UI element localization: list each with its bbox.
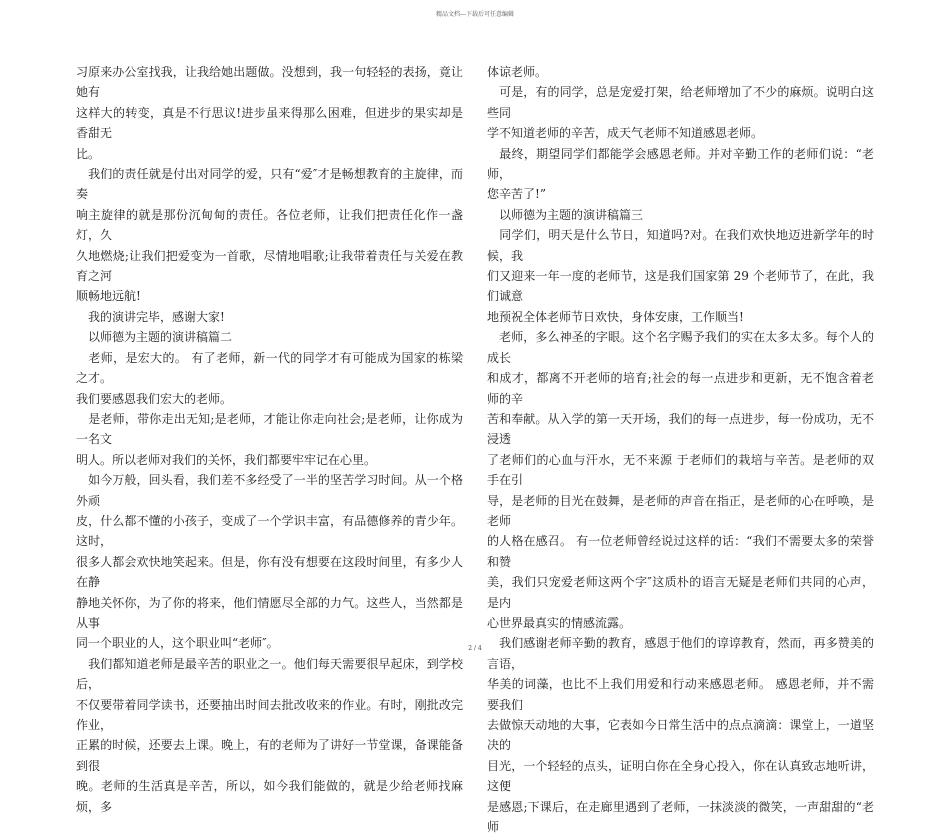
text-line: 同一个职业的人，这个职业叫“老师″。: [76, 636, 279, 651]
text-line: 我们的责任就是付出对同学的爱，只有“爱″才是畅想教育的主旋律，而奏: [76, 167, 463, 202]
text-line: 和成才，都离不开老师的培育;社会的每一点进步和更新，无不饱含着老师的辛: [487, 371, 874, 406]
text-line: 明人。所以老师对我们的关怀，我们都要牢牢记在心里。: [76, 452, 377, 467]
text-line: 是老师，带你走出无知;是老师，才能让你走向社会;是老师，让你成为一名文: [76, 411, 463, 447]
text-line: 了老师们的心血与汗水，无不来源 于老师们的栽培与辛苦。是老师的双手在引: [487, 452, 874, 488]
text-line: 去做惊天动地的大事，它表如今日常生活中的点点滴滴：课堂上，一道坚决的: [487, 718, 874, 753]
text-line: 很多人都会欢快地笑起来。但是，你有没有想要在这段时间里，有多少人在静: [76, 554, 463, 590]
text-line: 地预祝全体老师节日欢快，身体安康，工作顺当!: [487, 309, 744, 324]
text-line: 我的演讲完毕，感谢大家!: [76, 309, 225, 324]
text-line: 顺畅地远航!: [76, 289, 141, 304]
text-line: 皮，什么都不懂的小孩子，变成了一个学识丰富，有品德修养的青少年。这时，: [76, 513, 463, 549]
text-line: 响主旋律的就是那份沉甸甸的责任。各位老师，让我们把责任化作一盏灯，久: [76, 207, 463, 243]
text-line: 晚。老师的生活真是辛苦，所以，如今我们能做的，就是少给老师找麻烦，多: [76, 779, 463, 814]
left-column: [76, 62, 463, 817]
text-line: 苦和奉献。从入学的第一天开场，我们的每一点进步，每一份成功，无不浸透: [487, 411, 874, 447]
text-line: 久地燃烧;让我们把爱变为一首歌，尽情地唱歌;让我带着责任与关爱在教育之河: [76, 248, 463, 284]
text-line: 最终，期望同学们都能学会感恩老师。并对辛勤工作的老师们说：“老师，: [487, 146, 874, 182]
text-line: 比。: [76, 146, 101, 161]
text-line: 不仅要带着同学读书，还要抽出时间去批改收来的作业。有时，刚批改完作业，: [76, 697, 463, 732]
text-line: 静地关怀你，为了你的将来，他们情愿尽全部的力气。这些人，当然都是从事: [76, 595, 463, 630]
right-column: [487, 62, 874, 837]
text-line: 学不知道老师的辛苦，成天气老师不知道感恩老师。: [487, 126, 764, 141]
text-line: 习原来办公室找我，让我给她出题做。没想到，我一句轻轻的表扬，竟让她有: [76, 65, 463, 100]
text-line: 心世界最真实的情感流露。: [487, 615, 632, 630]
page-header: 精品文档---下载后可任意编辑: [435, 11, 515, 18]
text-line: 这样大的转变，真是不行思议!进步虽来得那么困难，但进步的果实却是香甜无: [76, 105, 463, 141]
text-line: 我们感谢老师辛勤的教育，感恩于他们的谆谆教育，然而，再多赞美的言语，: [487, 636, 874, 671]
text-line: 的人格在感召。 有一位老师曾经说过这样的话：“我们不需要太多的荣誉和赞: [487, 534, 874, 569]
section-heading: 以师德为主题的演讲稿篇三: [487, 207, 644, 222]
text-line: 我们要感恩我们宏大的老师。: [76, 391, 233, 406]
text-line: 导，是老师的目光在鼓舞，是老师的声音在指正，是老师的心在呼唤，是老师: [487, 493, 874, 528]
text-line: 是感恩;下课后，在走廊里遇到了老师，一抹淡淡的微笑，一声甜甜的“老师: [487, 799, 874, 835]
text-line: 可是，有的同学，总是宠爱打架，给老师增加了不少的麻烦。说明白这些同: [487, 85, 874, 120]
text-line: 您辛苦了!”: [487, 187, 546, 202]
text-line: 华美的词藻，也比不上我们用爱和行动来感恩老师。 感恩老师，并不需要我们: [487, 677, 874, 712]
text-line: 们又迎来一年一度的老师节，这是我们国家第 29 个老师节了，在此，我们诚意: [487, 269, 874, 304]
text-line: 老师，是宏大的。 有了老师，新一代的同学才有可能成为国家的栋梁之才。: [76, 350, 463, 386]
text-line: 体谅老师。: [487, 65, 548, 79]
section-heading: 以师德为主题的演讲稿篇二: [76, 330, 233, 345]
text-line: 如今万般，回头看，我们差不多经受了一半的坚苦学习时间。从一个格外顽: [76, 473, 463, 508]
page-number: 2 / 4: [468, 645, 482, 652]
text-line: 同学们，明天是什么节日，知道吗?对。在我们欢快地迈进新学年的时候，我: [487, 228, 874, 263]
text-line: 正累的时候，还要去上课。晚上，有的老师为了讲好一节堂课，备课能备到很: [76, 738, 463, 773]
text-line: 美，我们只宠爱老师这两个字″这质朴的语言无疑是老师们共同的心声，是内: [487, 575, 874, 610]
text-line: 目光，一个轻轻的点头，证明白你在全身心投入，你在认真致志地听讲，这便: [487, 758, 874, 794]
text-line: 老师，多么神圣的字眼。这个名字赐予我们的实在太多太多。每个人的成长: [487, 330, 874, 365]
text-line: 我们都知道老师是最辛苦的职业之一。他们每天需要很早起床，到学校后，: [76, 656, 463, 692]
